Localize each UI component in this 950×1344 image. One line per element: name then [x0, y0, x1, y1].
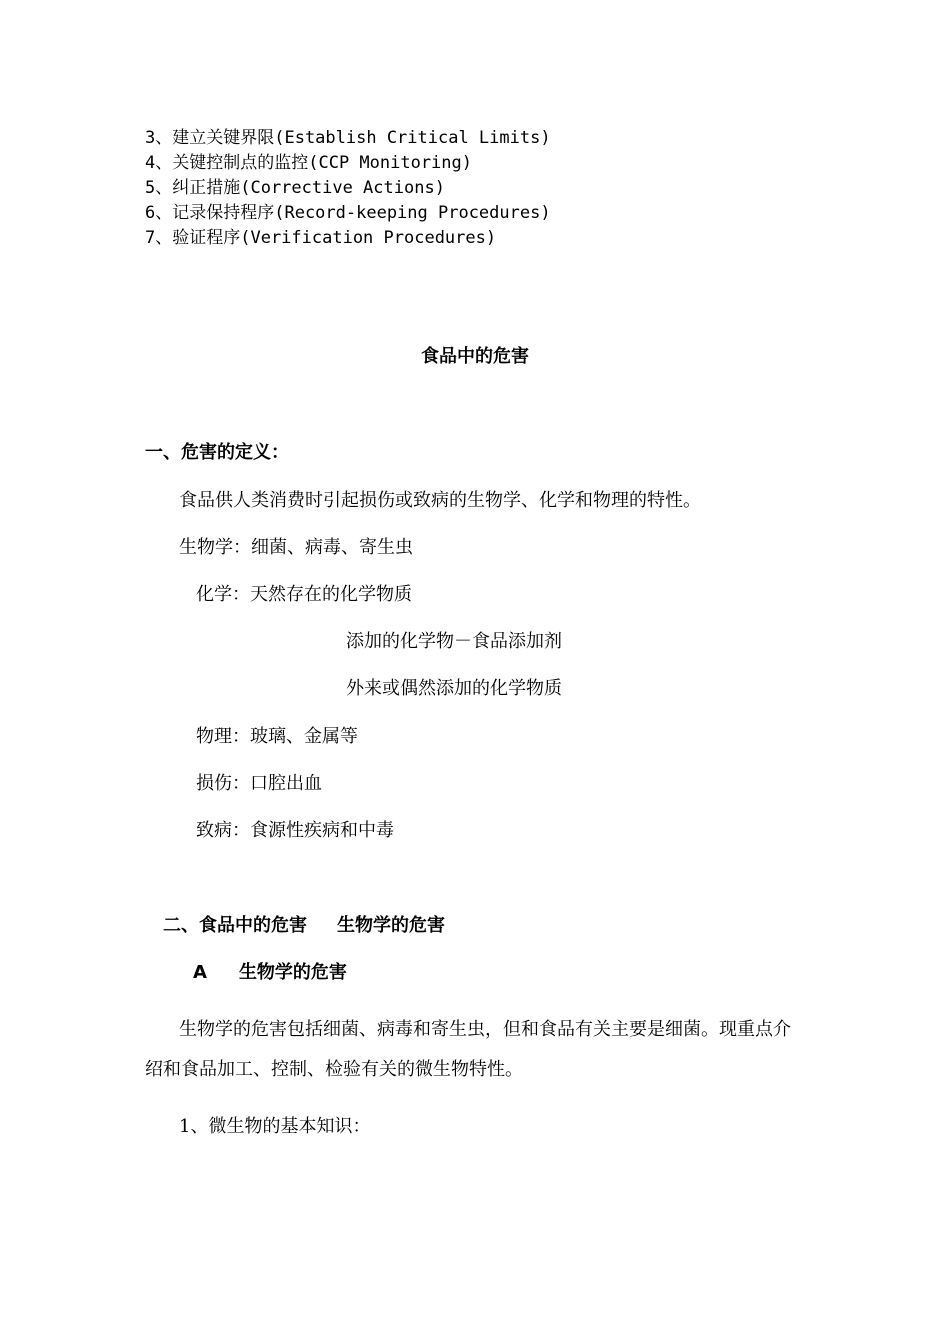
principle-item-7: 7、验证程序(Verification Procedures) [145, 228, 497, 248]
chemical-added: 添加的化学物－食品添加剂 [346, 631, 562, 652]
section2-heading [163, 914, 445, 938]
section2-heading-part2: 生物学的危害 [337, 915, 445, 936]
principle-item-3: 3、建立关键界限(Establish Critical Limits) [145, 128, 551, 148]
section1-heading: 一、危害的定义： [145, 442, 289, 463]
definition-text: 食品供人类消费时引起损伤或致病的生物学、化学和物理的特性。 [179, 490, 701, 511]
disease-text: 致病：食源性疾病和中毒 [196, 820, 394, 841]
subsection-a-heading [193, 961, 347, 985]
section2-heading-part1: 二、食品中的危害 [163, 915, 307, 936]
subsection-title: 生物学的危害 [238, 962, 347, 983]
principle-item-6: 6、记录保持程序(Record-keeping Procedures) [145, 203, 551, 223]
chemical-external: 外来或偶然添加的化学物质 [346, 678, 562, 699]
physical-hazards: 物理：玻璃、金属等 [196, 726, 358, 747]
principle-item-5: 5、纠正措施(Corrective Actions) [145, 178, 445, 198]
biological-paragraph: 生物学的危害包括细菌、病毒和寄生虫，但和食品有关主要是细菌。现重点介绍和食品加工、控制、检验有关的微生物特性。 [145, 1019, 791, 1080]
biological-hazards: 生物学：细菌、病毒、寄生虫 [179, 537, 413, 558]
subsection-letter: A [193, 962, 207, 983]
injury-text: 损伤：口腔出血 [196, 773, 322, 794]
page-title: 食品中的危害 [421, 346, 529, 367]
item-1-heading: 1、微生物的基本知识： [179, 1116, 371, 1137]
chemical-hazards: 化学：天然存在的化学物质 [196, 584, 412, 605]
principle-item-4: 4、关键控制点的监控(CCP Monitoring) [145, 153, 472, 173]
